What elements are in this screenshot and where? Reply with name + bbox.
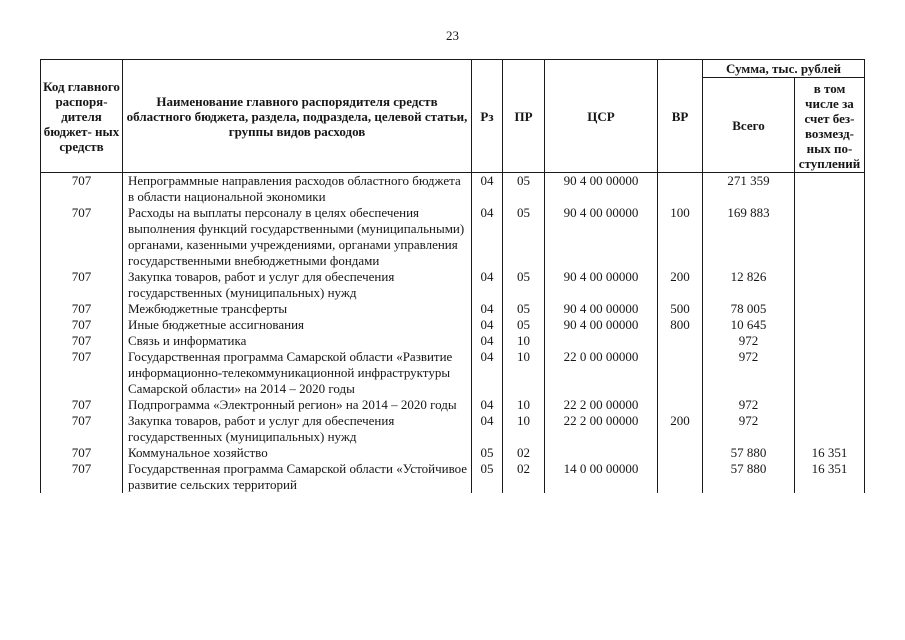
header-pr: ПР <box>503 60 545 173</box>
table-row <box>41 333 865 349</box>
cell-total: 12 826 <box>703 269 795 301</box>
cell-vr <box>658 333 703 349</box>
cell-name: Государственная программа Самарской области «Развитие информационно-телекоммуникационной инфраструктуры Самарской области» на 2014 – 2020 годы <box>123 349 472 397</box>
cell-name: Подпрограмма «Электронный регион» на 2014 – 2020 годы <box>123 397 472 413</box>
cell-code: 707 <box>41 269 123 301</box>
cell-pr: 05 <box>503 301 545 317</box>
table-row <box>41 349 865 397</box>
cell-code: 707 <box>41 317 123 333</box>
cell-rz: 04 <box>472 317 503 333</box>
cell-vr <box>658 173 703 206</box>
cell-rz: 04 <box>472 333 503 349</box>
table-header <box>41 60 865 173</box>
table-row <box>41 413 865 445</box>
cell-rz: 05 <box>472 461 503 493</box>
cell-name: Государственная программа Самарской области «Устойчивое развитие сельских территорий <box>123 461 472 493</box>
cell-csr <box>545 333 658 349</box>
cell-total: 972 <box>703 397 795 413</box>
table-row <box>41 301 865 317</box>
cell-total: 972 <box>703 413 795 445</box>
table-row <box>41 461 865 493</box>
cell-pr: 05 <box>503 317 545 333</box>
cell-rz: 04 <box>472 397 503 413</box>
cell-vr: 200 <box>658 413 703 445</box>
cell-total: 972 <box>703 333 795 349</box>
cell-vr <box>658 397 703 413</box>
table-row <box>41 397 865 413</box>
cell-name: Межбюджетные трансферты <box>123 301 472 317</box>
cell-code: 707 <box>41 301 123 317</box>
table-row <box>41 445 865 461</box>
cell-gratuitous <box>795 269 865 301</box>
cell-pr: 10 <box>503 397 545 413</box>
cell-pr: 05 <box>503 173 545 206</box>
cell-pr: 02 <box>503 461 545 493</box>
cell-pr: 10 <box>503 413 545 445</box>
cell-total: 271 359 <box>703 173 795 206</box>
cell-code: 707 <box>41 413 123 445</box>
cell-vr: 200 <box>658 269 703 301</box>
cell-csr: 90 4 00 00000 <box>545 301 658 317</box>
cell-code: 707 <box>41 173 123 206</box>
cell-name: Закупка товаров, работ и услуг для обеспечения государственных (муниципальных) нужд <box>123 269 472 301</box>
cell-vr: 100 <box>658 205 703 269</box>
cell-csr: 90 4 00 00000 <box>545 269 658 301</box>
cell-rz: 04 <box>472 205 503 269</box>
cell-pr: 05 <box>503 269 545 301</box>
cell-gratuitous <box>795 301 865 317</box>
cell-rz: 05 <box>472 445 503 461</box>
cell-pr: 10 <box>503 349 545 397</box>
cell-gratuitous <box>795 205 865 269</box>
cell-gratuitous <box>795 349 865 397</box>
cell-total: 10 645 <box>703 317 795 333</box>
cell-name: Расходы на выплаты персоналу в целях обеспечения выполнения функций государственными (муниципальными) органами, казенными учреждениями, органами управления государственными внебюджетными фондами <box>123 205 472 269</box>
cell-gratuitous: 16 351 <box>795 445 865 461</box>
cell-code: 707 <box>41 205 123 269</box>
cell-total: 57 880 <box>703 461 795 493</box>
table-row <box>41 317 865 333</box>
cell-csr: 90 4 00 00000 <box>545 205 658 269</box>
header-code: Код главного распоря- дителя бюджет- ных средств <box>41 60 123 173</box>
header-rz: Рз <box>472 60 503 173</box>
cell-csr: 90 4 00 00000 <box>545 317 658 333</box>
cell-code: 707 <box>41 333 123 349</box>
table-row <box>41 173 865 206</box>
cell-rz: 04 <box>472 301 503 317</box>
cell-total: 972 <box>703 349 795 397</box>
cell-rz: 04 <box>472 173 503 206</box>
cell-vr <box>658 461 703 493</box>
cell-rz: 04 <box>472 349 503 397</box>
table-row <box>41 269 865 301</box>
cell-rz: 04 <box>472 269 503 301</box>
cell-pr: 10 <box>503 333 545 349</box>
header-csr: ЦСР <box>545 60 658 173</box>
page-number: 23 <box>446 28 459 43</box>
cell-gratuitous <box>795 397 865 413</box>
cell-gratuitous <box>795 317 865 333</box>
header-sum-group: Сумма, тыс. рублей <box>703 60 865 78</box>
header-total: Всего <box>703 78 795 173</box>
cell-name: Коммунальное хозяйство <box>123 445 472 461</box>
cell-csr: 14 0 00 00000 <box>545 461 658 493</box>
cell-vr: 800 <box>658 317 703 333</box>
cell-total: 57 880 <box>703 445 795 461</box>
cell-gratuitous <box>795 333 865 349</box>
cell-name: Непрограммные направления расходов областного бюджета в области национальной экономики <box>123 173 472 206</box>
cell-pr: 02 <box>503 445 545 461</box>
budget-table <box>40 59 865 493</box>
cell-gratuitous <box>795 413 865 445</box>
cell-csr <box>545 445 658 461</box>
header-gratuitous: в том числе за счет без- возмезд- ных по- ступлений <box>795 78 865 173</box>
cell-rz: 04 <box>472 413 503 445</box>
cell-vr: 500 <box>658 301 703 317</box>
header-vr: ВР <box>658 60 703 173</box>
cell-code: 707 <box>41 349 123 397</box>
cell-name: Связь и информатика <box>123 333 472 349</box>
cell-code: 707 <box>41 445 123 461</box>
cell-code: 707 <box>41 461 123 493</box>
table-row <box>41 205 865 269</box>
cell-name: Закупка товаров, работ и услуг для обеспечения государственных (муниципальных) нужд <box>123 413 472 445</box>
cell-total: 78 005 <box>703 301 795 317</box>
cell-gratuitous: 16 351 <box>795 461 865 493</box>
cell-total: 169 883 <box>703 205 795 269</box>
cell-csr: 22 0 00 00000 <box>545 349 658 397</box>
cell-code: 707 <box>41 397 123 413</box>
cell-csr: 22 2 00 00000 <box>545 397 658 413</box>
cell-csr: 22 2 00 00000 <box>545 413 658 445</box>
cell-csr: 90 4 00 00000 <box>545 173 658 206</box>
cell-name: Иные бюджетные ассигнования <box>123 317 472 333</box>
table-body <box>41 173 865 494</box>
cell-vr <box>658 349 703 397</box>
cell-pr: 05 <box>503 205 545 269</box>
header-name: Наименование главного распорядителя средств областного бюджета, раздела, подраздела, целевой статьи, группы видов расходов <box>123 60 472 173</box>
cell-vr <box>658 445 703 461</box>
cell-gratuitous <box>795 173 865 206</box>
